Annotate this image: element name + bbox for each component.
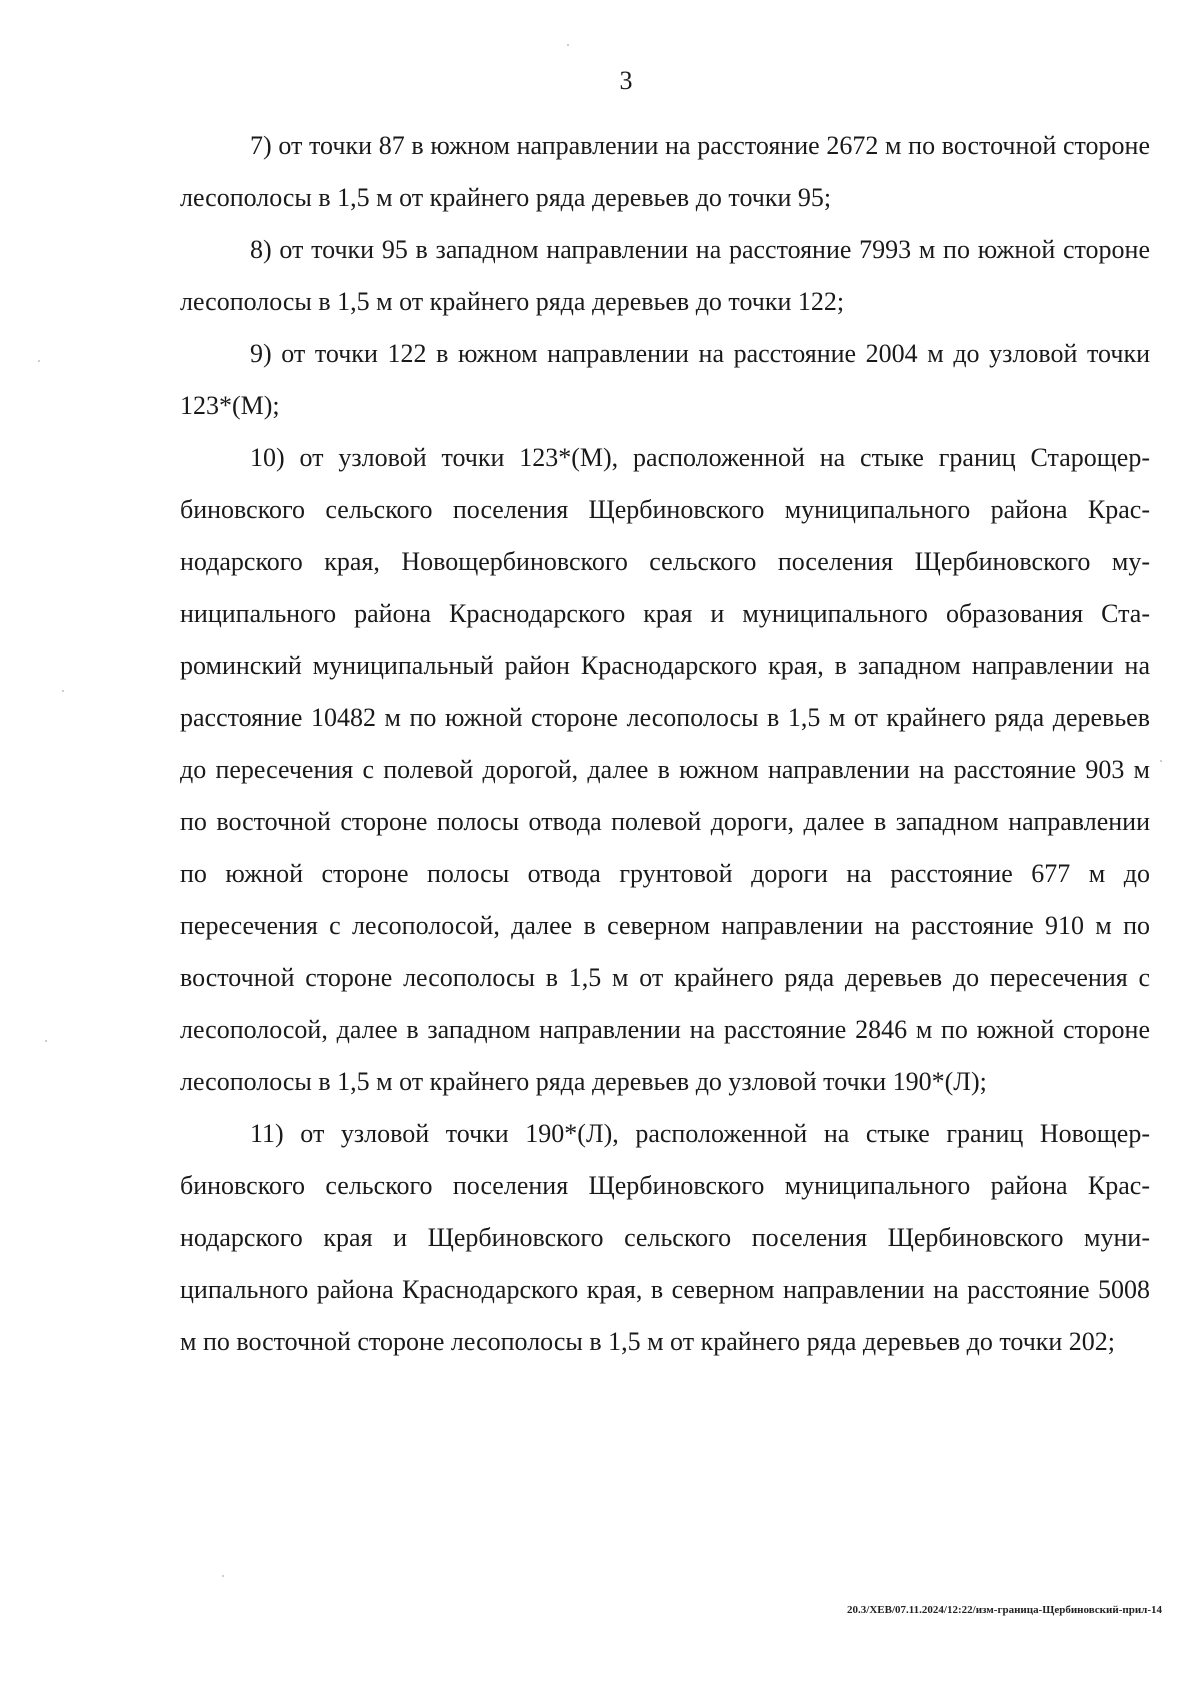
paragraph-item-8: 8) от точки 95 в западном направлении на расстояние 7993 м по южной стороне лесополосы в 1,5 м от крайнего ряда деревьев до точки 122; [180, 235, 1150, 316]
scan-speck [222, 1575, 224, 1577]
scan-speck [45, 1040, 47, 1042]
document-body [180, 120, 1150, 1368]
scan-speck [567, 44, 569, 46]
footer-reference: 20.3/ХЕВ/07.11.2024/12:22/изм-граница-Щербиновский-прил-14 [847, 1604, 1162, 1616]
paragraph-item-7: 7) от точки 87 в южном направлении на расстояние 2672 м по восточной стороне лесополосы в 1,5 м от крайнего ряда деревьев до точки 95; [180, 131, 1150, 212]
scan-speck [1160, 760, 1162, 762]
paragraph-item-9: 9) от точки 122 в южном направлении на расстояние 2004 м до узловой точки 123*(М); [180, 339, 1150, 420]
paragraph-item-10: 10) от узловой точки 123*(М), расположенной на стыке границ Старощербиновского сельского поселения Щербиновского муниципального района Краснодарского края, Новощербиновского сельского поселения Щербиновского муниципального района Краснодарского края и муниципального образования Староминский муниципальный район Краснодарского края, в западном направлении на расстояние 10482 м по южной стороне лесополосы в 1,5 м от крайнего ряда деревьев до пересечения с полевой дорогой, далее в южном направлении на расстояние 903 м по восточной стороне полосы отвода полевой дороги, далее в западном направлении по южной стороне полосы отвода грунтовой дороги на расстояние 677 м до пересечения с лесополосой, далее в северном направлении на расстояние 910 м по восточной стороне лесополосы в 1,5 м от крайнего ряда деревьев до пересечения с лесополосой, далее в западном направлении на расстояние 2846 м по южной стороне лесополосы в 1,5 м от крайнего ряда деревьев до узловой точки 190*(Л); [180, 443, 1150, 1096]
page-number: 3 [619, 66, 633, 95]
scan-speck [38, 360, 40, 362]
paragraph-item-11: 11) от узловой точки 190*(Л), расположенной на стыке границ Новощербиновского сельского поселения Щербиновского муниципального района Краснодарского края и Щербиновского сельского поселения Щербиновского муниципального района Краснодарского края, в северном направлении на расстояние 5008 м по восточной стороне лесополосы в 1,5 м от крайнего ряда деревьев до точки 202; [180, 1119, 1150, 1356]
scan-speck [62, 690, 64, 692]
